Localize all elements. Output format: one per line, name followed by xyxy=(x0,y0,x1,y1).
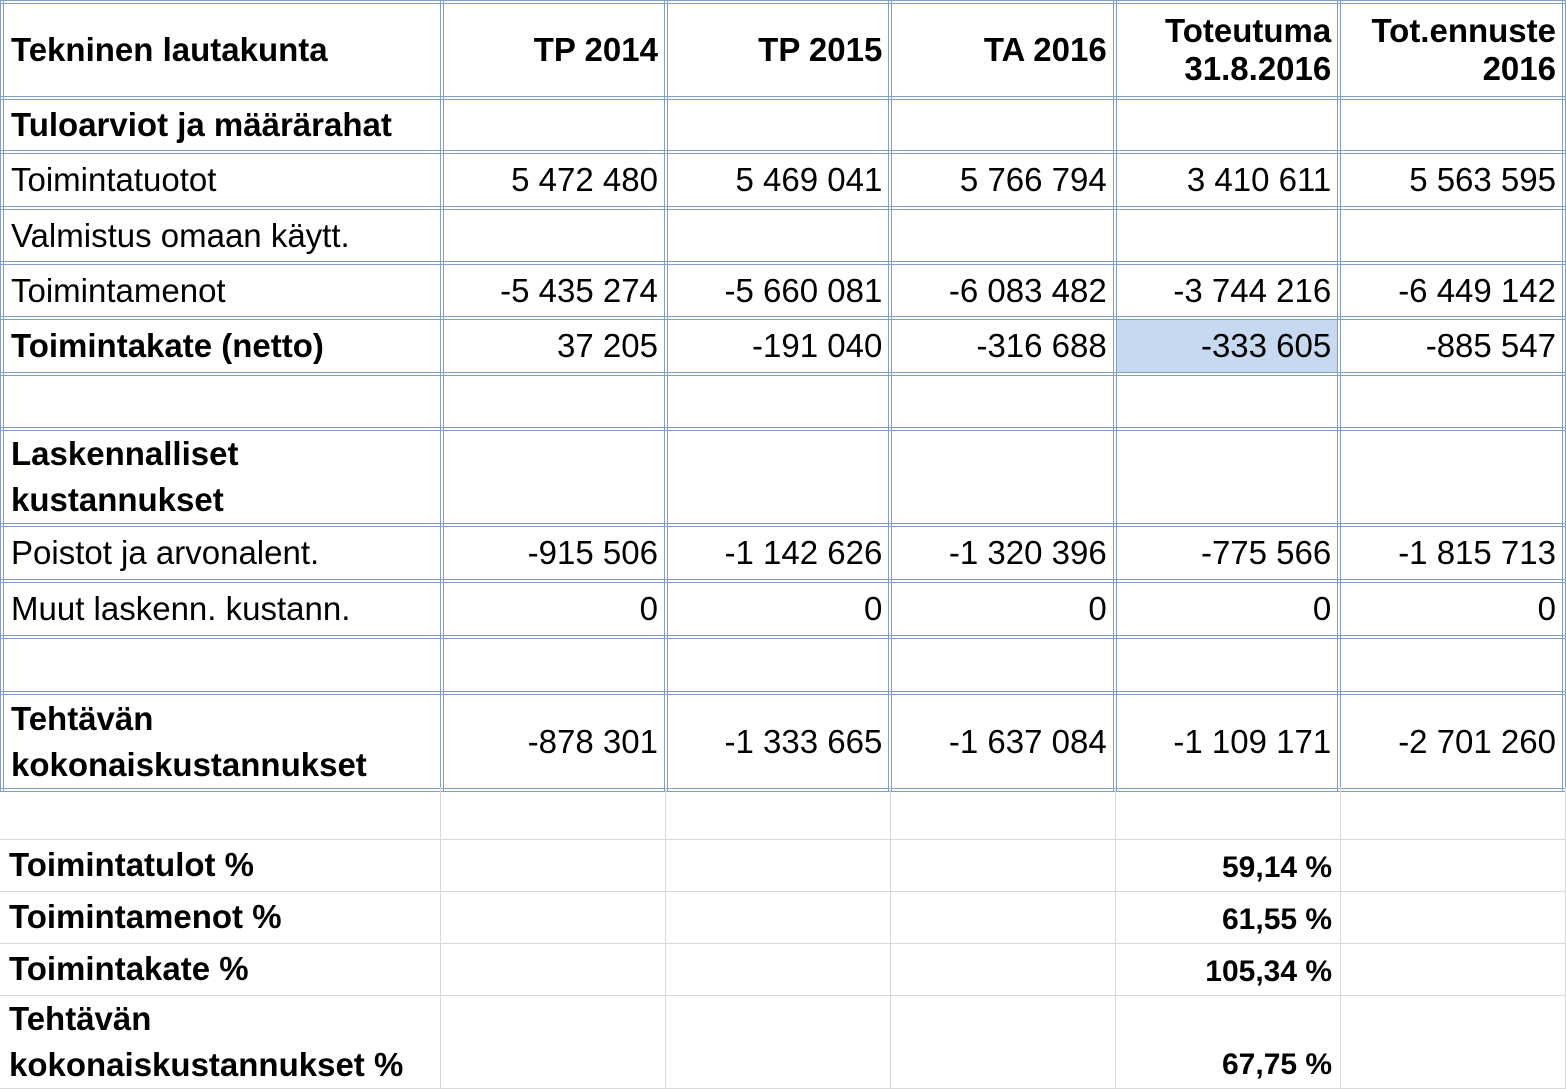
cell[interactable] xyxy=(890,429,1114,525)
cell[interactable] xyxy=(666,891,891,943)
cell[interactable] xyxy=(1341,891,1566,943)
ratio-table xyxy=(0,787,1566,1089)
cell[interactable] xyxy=(441,891,666,943)
cell[interactable] xyxy=(666,374,890,429)
cell[interactable] xyxy=(890,208,1114,263)
cell[interactable] xyxy=(891,943,1116,995)
cell[interactable]: 5 472 480 xyxy=(442,152,666,208)
cell[interactable] xyxy=(1339,429,1564,525)
cell[interactable]: -191 040 xyxy=(666,318,890,374)
ratio-value[interactable]: 105,34 % xyxy=(1116,943,1341,995)
row-label[interactable]: Valmistus omaan käytt. xyxy=(2,208,442,263)
cell[interactable] xyxy=(441,995,666,1088)
ratio-row xyxy=(0,943,1566,995)
cell[interactable] xyxy=(891,995,1116,1088)
cell[interactable] xyxy=(441,943,666,995)
header-row xyxy=(2,2,1564,98)
cell[interactable]: 5 469 041 xyxy=(666,152,890,208)
row-label[interactable]: Laskennalliset kustannukset xyxy=(2,429,442,525)
ratio-value[interactable]: 61,55 % xyxy=(1116,891,1341,943)
cell[interactable] xyxy=(442,429,666,525)
cell[interactable] xyxy=(1115,98,1340,152)
cell[interactable]: -3 744 216 xyxy=(1115,263,1340,318)
cell[interactable] xyxy=(441,787,666,839)
ratio-row xyxy=(0,839,1566,891)
cell[interactable] xyxy=(890,637,1114,693)
cell[interactable] xyxy=(891,787,1116,839)
cell[interactable]: -5 660 081 xyxy=(666,263,890,318)
cell[interactable]: 0 xyxy=(1339,581,1564,637)
cell[interactable]: 0 xyxy=(666,581,890,637)
cell[interactable] xyxy=(891,891,1116,943)
cell[interactable]: 5 563 595 xyxy=(1339,152,1564,208)
cell[interactable]: 0 xyxy=(1115,581,1340,637)
cell[interactable]: -878 301 xyxy=(442,693,666,790)
row-label[interactable]: Toimintatuotot xyxy=(2,152,442,208)
cell[interactable] xyxy=(666,943,891,995)
cell[interactable] xyxy=(1341,995,1566,1088)
cell[interactable]: -775 566 xyxy=(1115,525,1340,581)
ratio-value[interactable]: 59,14 % xyxy=(1116,839,1341,891)
cell[interactable]: -1 333 665 xyxy=(666,693,890,790)
cell[interactable]: -6 083 482 xyxy=(890,263,1114,318)
cell[interactable] xyxy=(891,839,1116,891)
cell[interactable] xyxy=(1339,374,1564,429)
cell[interactable] xyxy=(1116,787,1341,839)
cell[interactable] xyxy=(441,839,666,891)
cell[interactable]: -1 142 626 xyxy=(666,525,890,581)
cell[interactable]: -885 547 xyxy=(1339,318,1564,374)
cell[interactable]: -915 506 xyxy=(442,525,666,581)
cell[interactable] xyxy=(1339,98,1564,152)
cell[interactable] xyxy=(890,98,1114,152)
row-label[interactable]: Poistot ja arvonalent. xyxy=(2,525,442,581)
row-label[interactable]: Tehtävän kokonaiskustannukset xyxy=(2,693,442,790)
ratio-label[interactable]: Toimintamenot % xyxy=(0,891,441,943)
cell[interactable] xyxy=(442,374,666,429)
row-label[interactable]: Tuloarviot ja määrärahat xyxy=(2,98,442,152)
cell[interactable] xyxy=(666,208,890,263)
cell[interactable] xyxy=(1341,839,1566,891)
ratio-value[interactable]: 67,75 % xyxy=(1116,995,1341,1088)
cell[interactable] xyxy=(0,787,441,839)
cell[interactable] xyxy=(442,637,666,693)
header-cell-toteutuma[interactable]: Toteutuma 31.8.2016 xyxy=(1115,2,1340,98)
cell[interactable] xyxy=(1341,787,1566,839)
cell[interactable]: 0 xyxy=(890,581,1114,637)
row-label[interactable]: Toimintakate (netto) xyxy=(2,318,442,374)
cell[interactable] xyxy=(442,208,666,263)
empty-row xyxy=(0,787,1566,839)
row-label[interactable] xyxy=(2,637,442,693)
table-row xyxy=(2,263,1564,318)
cell[interactable] xyxy=(1115,637,1340,693)
header-cell-tp2014[interactable]: TP 2014 xyxy=(442,2,666,98)
ratio-row xyxy=(0,995,1566,1088)
table-row xyxy=(2,637,1564,693)
cell[interactable]: -2 701 260 xyxy=(1339,693,1564,790)
cell[interactable]: -5 435 274 xyxy=(442,263,666,318)
header-cell-title[interactable]: Tekninen lautakunta xyxy=(2,2,442,98)
row-label[interactable]: Muut laskenn. kustann. xyxy=(2,581,442,637)
header-cell-ennuste[interactable]: Tot.ennuste 2016 xyxy=(1339,2,1564,98)
cell[interactable] xyxy=(666,98,890,152)
cell[interactable] xyxy=(1339,208,1564,263)
cell[interactable]: 37 205 xyxy=(442,318,666,374)
cell[interactable]: -316 688 xyxy=(890,318,1114,374)
cell[interactable] xyxy=(666,839,891,891)
table-row xyxy=(2,693,1564,790)
table-row xyxy=(2,581,1564,637)
cell[interactable]: -1 109 171 xyxy=(1115,693,1340,790)
cell[interactable]: 0 xyxy=(442,581,666,637)
cell[interactable]: -1 320 396 xyxy=(890,525,1114,581)
table-row xyxy=(2,98,1564,152)
cell[interactable]: -6 449 142 xyxy=(1339,263,1564,318)
cell[interactable] xyxy=(1339,637,1564,693)
row-label[interactable] xyxy=(2,374,442,429)
table-row xyxy=(2,318,1564,374)
ratio-label[interactable]: Toimintakate % xyxy=(0,943,441,995)
cell[interactable]: 5 766 794 xyxy=(890,152,1114,208)
table-row xyxy=(2,525,1564,581)
cell[interactable] xyxy=(1115,208,1340,263)
table-row xyxy=(2,208,1564,263)
cell[interactable] xyxy=(666,637,890,693)
cell[interactable]: -1 637 084 xyxy=(890,693,1114,790)
cell[interactable] xyxy=(890,374,1114,429)
cell[interactable] xyxy=(442,98,666,152)
cell[interactable] xyxy=(1115,374,1340,429)
header-cell-tp2015[interactable]: TP 2015 xyxy=(666,2,890,98)
table-row xyxy=(2,152,1564,208)
cell[interactable] xyxy=(666,787,891,839)
ratio-label[interactable]: Tehtävän kokonaiskustannukset % xyxy=(0,995,441,1088)
cell[interactable]: -1 815 713 xyxy=(1339,525,1564,581)
cell[interactable]: 3 410 611 xyxy=(1115,152,1340,208)
row-label[interactable]: Toimintamenot xyxy=(2,263,442,318)
cell[interactable] xyxy=(1115,429,1340,525)
cell[interactable] xyxy=(666,995,891,1088)
selected-cell[interactable]: -333 605 xyxy=(1115,318,1340,374)
cell[interactable] xyxy=(666,429,890,525)
header-cell-ta2016[interactable]: TA 2016 xyxy=(890,2,1114,98)
ratio-label[interactable]: Toimintatulot % xyxy=(0,839,441,891)
ratio-row xyxy=(0,891,1566,943)
table-row xyxy=(2,374,1564,429)
cell[interactable] xyxy=(1341,943,1566,995)
table-row xyxy=(2,429,1564,525)
